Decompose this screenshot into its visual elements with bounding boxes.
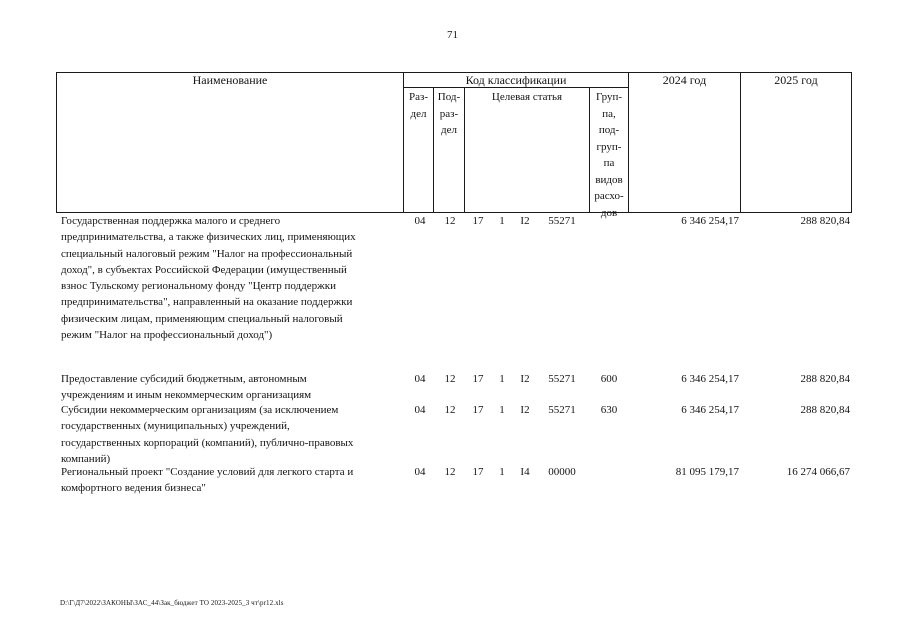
header-year-2025: 2025 год bbox=[774, 73, 818, 87]
row-2-target-2: 1 bbox=[499, 373, 505, 385]
row-1-target-2: 1 bbox=[499, 215, 505, 227]
row-2-target-4: 55271 bbox=[548, 373, 576, 385]
row-4-year-2024: 81 095 179,17 bbox=[675, 466, 739, 478]
row-1-target-3: I2 bbox=[520, 215, 530, 227]
row-4-target-4: 00000 bbox=[548, 466, 576, 478]
header-razdel: Раз- дел bbox=[408, 91, 428, 120]
row-3-target-3: I2 bbox=[520, 404, 530, 416]
row-2-target-3: I2 bbox=[520, 373, 530, 385]
row-4-podrazdel: 12 bbox=[444, 466, 456, 478]
table-left-border bbox=[56, 72, 57, 213]
row-4-razdel: 04 bbox=[414, 466, 426, 478]
row-2-year-2025: 288 820,84 bbox=[800, 373, 850, 385]
header-target-article: Целевая статья bbox=[491, 91, 563, 103]
table-right-border bbox=[851, 72, 852, 213]
header-name: Наименование bbox=[192, 73, 268, 87]
header-year-2024: 2024 год bbox=[662, 73, 707, 87]
header-group: Груп- па, под- груп- па видов расхо- дов bbox=[594, 91, 624, 219]
file-path-footer: D:\Г\Д7\2022\ЗАКОНЫ\ЗАС_44\Зак_бюджет ТО 2023-2025_3 чт\pr12.xls bbox=[60, 599, 284, 607]
col-divider-code bbox=[628, 72, 629, 213]
row-2-year-2024: 6 346 254,17 bbox=[681, 373, 739, 385]
row-4-target-2: 1 bbox=[499, 466, 505, 478]
row-1-razdel: 04 bbox=[414, 215, 426, 227]
row-3-group: 630 bbox=[600, 404, 618, 416]
row-2-group: 600 bbox=[600, 373, 618, 385]
row-2-razdel: 04 bbox=[414, 373, 426, 385]
row-1-year-2025: 288 820,84 bbox=[800, 215, 850, 227]
row-2-name: Предоставление субсидий бюджетным, автономным учреждениям и иным некоммерческим организациям bbox=[61, 373, 312, 402]
row-3-target-4: 55271 bbox=[548, 404, 576, 416]
row-1-name: Государственная поддержка малого и среднего предпринимательства, а также физических лиц, применяющих специальный налоговый режим "Налог на профессиональный доход", в субъектах Российской Федерации (имущественный взнос Тульскому региональному фонду "Центр поддержки предпринимательства", направленный на оказание поддержки физическим лицам, применяющим специальный налоговый режим "Налог на профессиональный доход") bbox=[61, 215, 356, 342]
row-3-year-2024: 6 346 254,17 bbox=[681, 404, 739, 416]
row-4-name: Региональный проект "Создание условий для легкого старта и комфортного ведения бизнеса" bbox=[61, 466, 354, 495]
row-3-podrazdel: 12 bbox=[444, 404, 456, 416]
col-divider-2024 bbox=[740, 72, 741, 213]
row-2-podrazdel: 12 bbox=[444, 373, 456, 385]
row-3-razdel: 04 bbox=[414, 404, 426, 416]
row-1-podrazdel: 12 bbox=[444, 215, 456, 227]
col-divider-podrazdel bbox=[464, 87, 465, 213]
row-3-target-1: 17 bbox=[472, 404, 484, 416]
row-3-year-2025: 288 820,84 bbox=[800, 404, 850, 416]
row-3-name: Субсидии некоммерческим организациям (за исключением государственных (муниципальных) учреждений, государственных корпораций (компаний), публично-правовых компаний) bbox=[61, 404, 354, 465]
row-1-target-4: 55271 bbox=[548, 215, 576, 227]
header-podrazdel: Под- раз- дел bbox=[437, 91, 461, 136]
row-3-target-2: 1 bbox=[499, 404, 505, 416]
row-1-target-1: 17 bbox=[472, 215, 484, 227]
header-code: Код классификации bbox=[465, 73, 567, 87]
row-4-target-3: I4 bbox=[520, 466, 530, 478]
page-number: 71 bbox=[447, 29, 458, 41]
row-4-target-1: 17 bbox=[472, 466, 484, 478]
row-4-year-2025: 16 274 066,67 bbox=[786, 466, 850, 478]
row-2-target-1: 17 bbox=[472, 373, 484, 385]
row-1-year-2024: 6 346 254,17 bbox=[681, 215, 739, 227]
